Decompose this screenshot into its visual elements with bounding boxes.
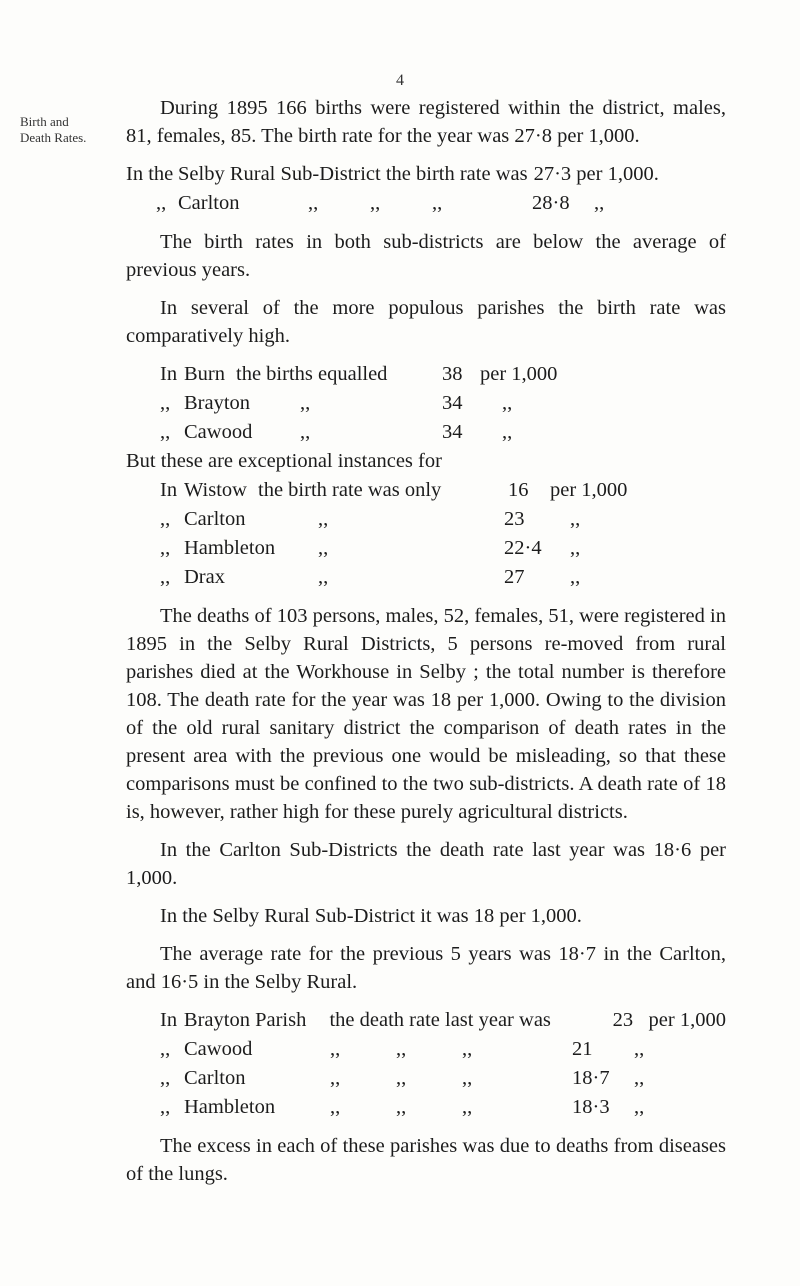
death-rate-row: ,, Hambleton ,, ,, ,, 18·3 ,, (160, 1096, 645, 1118)
low-birth-rates (160, 476, 726, 592)
death-rate-row: In Brayton Parish the death rate last year was 23 per 1,000 (160, 1009, 726, 1031)
high-birth-rates (160, 360, 726, 447)
high-rate-row: In Burn the births equalled 38 per 1,000 (160, 363, 558, 385)
low-rate-row: ,, Drax ,, 27 ,, (160, 566, 581, 588)
paragraph-populous: In several of the more populous parishes the birth rate was comparatively high. (126, 297, 726, 347)
paragraph-births-total: During 1895 166 births were registered within the district, males, 81, females, 85. The birth rate for the year was 27·8 per 1,000. (126, 97, 726, 147)
paragraph-carlton-deaths: In the Carlton Sub-Districts the death rate last year was 18·6 per 1,000. (126, 839, 726, 889)
birth-row-carlton: ,, Carlton ,, ,, ,, 28·8 ,, (126, 189, 726, 218)
paragraph-birth-average: The birth rates in both sub-districts are below the average of previous years. (126, 231, 726, 281)
low-rate-row: ,, Carlton ,, 23 ,, (160, 508, 581, 530)
page-body (126, 94, 726, 1188)
death-rate-row: ,, Cawood ,, ,, ,, 21 ,, (160, 1038, 645, 1060)
birth-row-value: 28·8 (532, 192, 570, 214)
death-rate-row: ,, Carlton ,, ,, ,, 18·7 ,, (160, 1067, 645, 1089)
margin-note-line: Birth and (20, 114, 69, 129)
paragraph-average-rate: The average rate for the previous 5 years was 18·7 in the Carlton, and 16·5 in the Selby Rural. (126, 943, 726, 993)
page-number: 4 (396, 72, 404, 89)
parish-death-rates (160, 1006, 726, 1122)
low-rate-row: ,, Hambleton ,, 22·4 ,, (160, 537, 581, 559)
margin-note (20, 114, 100, 146)
high-rate-row: ,, Cawood ,, 34 ,, (160, 421, 513, 443)
margin-note-line: Death Rates. (20, 130, 87, 145)
paragraph-deaths: The deaths of 103 persons, males, 52, females, 51, were registered in 1895 in the Selby Rural Districts, 5 persons re-moved from rural parishes died at the Workhouse in Selby ; the total number is therefore 108. The death rate for the year was 18 per 1,000. Owing to the division of the old rural sanitary district the comparison of death rates in the present area with the previous one would be misleading, so that these comparisons must be confined to the two sub-districts. A death rate of 18 is, however, rather high for these purely agricultural districts. (126, 605, 726, 823)
high-rate-row: ,, Brayton ,, 34 ,, (160, 392, 513, 414)
low-rate-row: In Wistow the birth rate was only 16 per 1,000 (160, 479, 628, 501)
exceptional-intro: But these are exceptional instances for (126, 450, 442, 472)
birth-row-value: 27·3 per 1,000. (533, 163, 659, 185)
paragraph-lung-diseases: The excess in each of these parishes was due to deaths from diseases of the lungs. (126, 1135, 726, 1185)
paragraph-selby-deaths: In the Selby Rural Sub-District it was 18 per 1,000. (160, 905, 582, 927)
birth-row-selby: In the Selby Rural Sub-District the birth rate was 27·3 per 1,000. (126, 160, 726, 189)
birth-row-text: Selby Rural Sub-District the birth rate was (178, 163, 528, 185)
